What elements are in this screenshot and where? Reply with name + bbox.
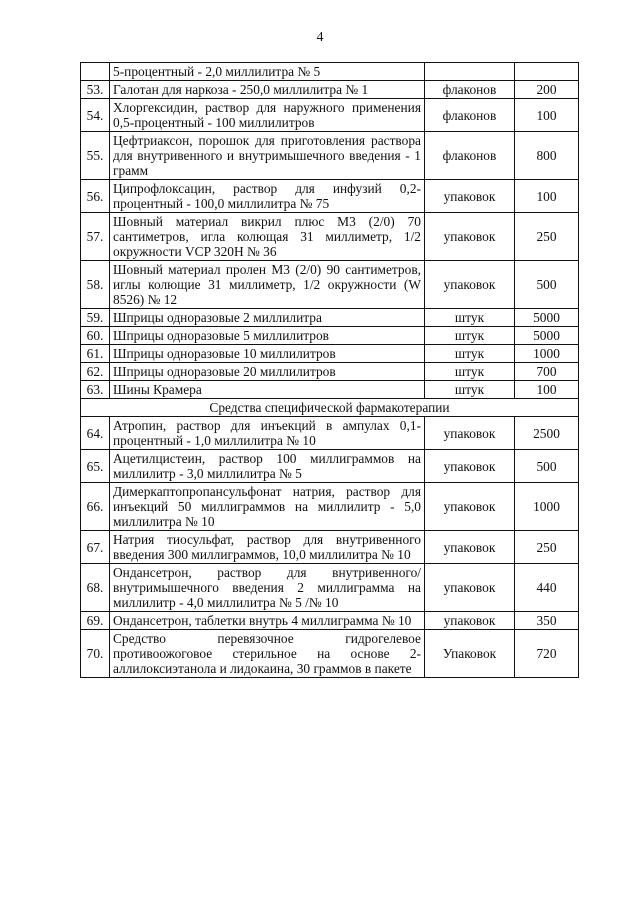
section-title: Средства специфической фармакотерапии	[81, 399, 579, 417]
item-name: Ацетилцистеин, раствор 100 миллиграммов на миллилитр - 3,0 миллилитра № 5	[110, 450, 425, 483]
item-name: Хлоргексидин, раствор для наружного применения 0,5-процентный - 100 миллилитров	[110, 99, 425, 132]
item-quantity: 1000	[515, 483, 579, 531]
item-unit: упаковок	[425, 564, 515, 612]
row-number: 58.	[81, 261, 110, 309]
row-number: 55.	[81, 132, 110, 180]
item-unit: упаковок	[425, 483, 515, 531]
table-row	[81, 450, 579, 483]
item-unit: упаковок	[425, 450, 515, 483]
table-row	[81, 132, 579, 180]
item-name: Ондансетрон, таблетки внутрь 4 миллиграмма № 10	[110, 612, 425, 630]
row-number: 70.	[81, 630, 110, 678]
item-name: Шприцы одноразовые 20 миллилитров	[110, 363, 425, 381]
item-quantity: 720	[515, 630, 579, 678]
item-quantity: 250	[515, 531, 579, 564]
item-quantity: 100	[515, 381, 579, 399]
table-row	[81, 345, 579, 363]
item-unit: штук	[425, 327, 515, 345]
item-name: Шины Крамера	[110, 381, 425, 399]
item-unit: штук	[425, 381, 515, 399]
item-unit: штук	[425, 345, 515, 363]
item-unit: упаковок	[425, 213, 515, 261]
row-number: 54.	[81, 99, 110, 132]
item-unit: упаковок	[425, 531, 515, 564]
item-unit: штук	[425, 309, 515, 327]
table-row	[81, 63, 579, 81]
row-number: 67.	[81, 531, 110, 564]
table-row	[81, 381, 579, 399]
item-name: Шовный материал пролен М3 (2/0) 90 сантиметров, иглы колющие 31 миллиметр, 1/2 окружности (W 8526) № 12	[110, 261, 425, 309]
item-quantity: 500	[515, 450, 579, 483]
table-row	[81, 417, 579, 450]
item-unit: флаконов	[425, 99, 515, 132]
item-quantity: 700	[515, 363, 579, 381]
table-row	[81, 630, 579, 678]
item-unit: флаконов	[425, 81, 515, 99]
row-number: 61.	[81, 345, 110, 363]
row-number: 57.	[81, 213, 110, 261]
table-row	[81, 327, 579, 345]
table-row	[81, 612, 579, 630]
table-row	[81, 261, 579, 309]
item-quantity: 2500	[515, 417, 579, 450]
item-unit: упаковок	[425, 261, 515, 309]
item-unit	[425, 63, 515, 81]
row-number: 53.	[81, 81, 110, 99]
supplies-table	[80, 62, 579, 678]
item-quantity: 440	[515, 564, 579, 612]
row-number: 65.	[81, 450, 110, 483]
item-name: Шприцы одноразовые 5 миллилитров	[110, 327, 425, 345]
item-unit: упаковок	[425, 612, 515, 630]
item-unit: упаковок	[425, 417, 515, 450]
item-quantity: 200	[515, 81, 579, 99]
item-quantity	[515, 63, 579, 81]
table-row	[81, 99, 579, 132]
item-quantity: 800	[515, 132, 579, 180]
item-quantity: 1000	[515, 345, 579, 363]
item-quantity: 5000	[515, 327, 579, 345]
item-unit: упаковок	[425, 180, 515, 213]
row-number	[81, 63, 110, 81]
item-quantity: 500	[515, 261, 579, 309]
item-name: Ципрофлоксацин, раствор для инфузий 0,2-процентный - 100,0 миллилитра № 75	[110, 180, 425, 213]
section-header-row	[81, 399, 579, 417]
table-row	[81, 213, 579, 261]
table-row	[81, 81, 579, 99]
row-number: 56.	[81, 180, 110, 213]
item-name: Натрия тиосульфат, раствор для внутривенного введения 300 миллиграммов, 10,0 миллилитра № 10	[110, 531, 425, 564]
item-name: Атропин, раствор для инъекций в ампулах 0,1-процентный - 1,0 миллилитра № 10	[110, 417, 425, 450]
row-number: 64.	[81, 417, 110, 450]
row-number: 62.	[81, 363, 110, 381]
item-name: Галотан для наркоза - 250,0 миллилитра № 1	[110, 81, 425, 99]
item-quantity: 250	[515, 213, 579, 261]
table-row	[81, 564, 579, 612]
item-name: 5-процентный - 2,0 миллилитра № 5	[110, 63, 425, 81]
row-number: 68.	[81, 564, 110, 612]
row-number: 59.	[81, 309, 110, 327]
table-row	[81, 483, 579, 531]
item-name: Цефтриаксон, порошок для приготовления раствора для внутривенного и внутримышечного введения - 1 грамм	[110, 132, 425, 180]
item-name: Средство перевязочное гидрогелевое противоожоговое стерильное на основе 2-аллилоксиэтанола и лидокаина, 30 граммов в пакете	[110, 630, 425, 678]
item-quantity: 350	[515, 612, 579, 630]
row-number: 63.	[81, 381, 110, 399]
row-number: 66.	[81, 483, 110, 531]
item-unit: Упаковок	[425, 630, 515, 678]
table-row	[81, 531, 579, 564]
item-unit: штук	[425, 363, 515, 381]
item-name: Шприцы одноразовые 2 миллилитра	[110, 309, 425, 327]
item-quantity: 5000	[515, 309, 579, 327]
item-quantity: 100	[515, 99, 579, 132]
table-row	[81, 309, 579, 327]
item-name: Шовный материал викрил плюс М3 (2/0) 70 сантиметров, игла колющая 31 миллиметр, 1/2 окружности VCP 320H № 36	[110, 213, 425, 261]
row-number: 69.	[81, 612, 110, 630]
table-row	[81, 180, 579, 213]
item-name: Димеркаптопропансульфонат натрия, раствор для инъекций 50 миллиграммов на миллилитр - 5,0 миллилитра № 10	[110, 483, 425, 531]
supplies-table-body	[81, 63, 579, 678]
item-quantity: 100	[515, 180, 579, 213]
row-number: 60.	[81, 327, 110, 345]
page-number: 4	[316, 30, 324, 45]
item-name: Ондансетрон, раствор для внутривенного/внутримышечного введения 2 миллиграмма на миллилитр - 4,0 миллилитра № 5 /№ 10	[110, 564, 425, 612]
item-name: Шприцы одноразовые 10 миллилитров	[110, 345, 425, 363]
item-unit: флаконов	[425, 132, 515, 180]
table-row	[81, 363, 579, 381]
